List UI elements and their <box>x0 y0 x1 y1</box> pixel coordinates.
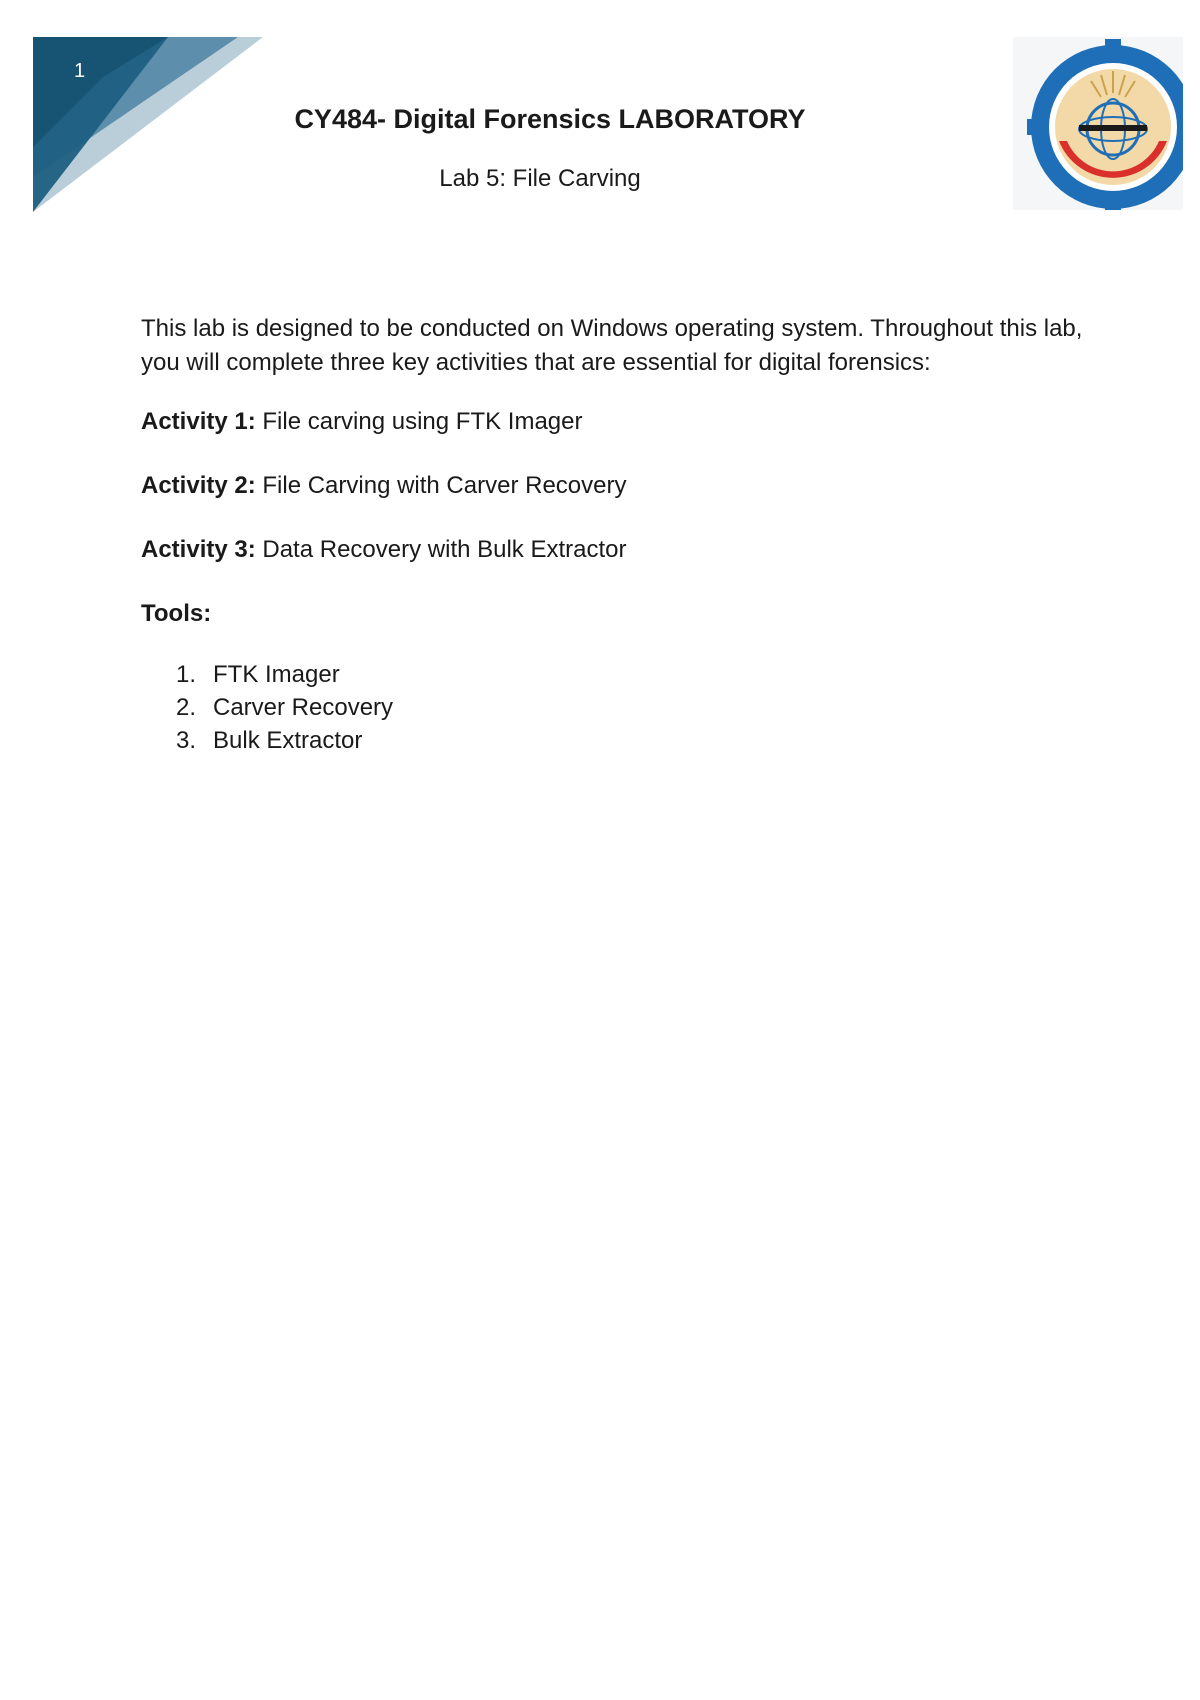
list-item-number: 2. <box>176 694 197 721</box>
activity-1 <box>141 405 1101 439</box>
document-subtitle: Lab 5: File Carving <box>439 165 641 192</box>
activity-label: Activity 2: <box>141 472 256 499</box>
activity-text: Data Recovery with Bulk Extractor <box>262 536 627 563</box>
intro-paragraph: This lab is designed to be conducted on Windows operating system. Throughout this lab, you will complete three key activities that are essential for digital forensics: <box>141 315 1083 376</box>
activity-label: Activity 1: <box>141 408 256 435</box>
activity-text: File carving using FTK Imager <box>262 408 583 435</box>
activity-text: File Carving with Carver Recovery <box>262 472 627 499</box>
activity-3 <box>141 533 1101 567</box>
document-body <box>141 312 1101 757</box>
activity-2 <box>141 469 1101 503</box>
list-item-number: 3. <box>176 727 197 754</box>
list-item <box>176 724 1101 757</box>
list-item <box>176 691 1101 724</box>
list-item-text: FTK Imager <box>213 661 340 688</box>
list-item-text: Bulk Extractor <box>213 727 363 754</box>
list-item-text: Carver Recovery <box>213 694 394 721</box>
list-item <box>176 658 1101 691</box>
document-title: CY484- Digital Forensics LABORATORY <box>294 104 806 134</box>
page-number: 1 <box>74 60 86 82</box>
list-item-number: 1. <box>176 661 197 688</box>
activity-label: Activity 3: <box>141 536 256 563</box>
tools-heading: Tools: <box>141 600 212 627</box>
tools-list <box>141 658 1101 757</box>
